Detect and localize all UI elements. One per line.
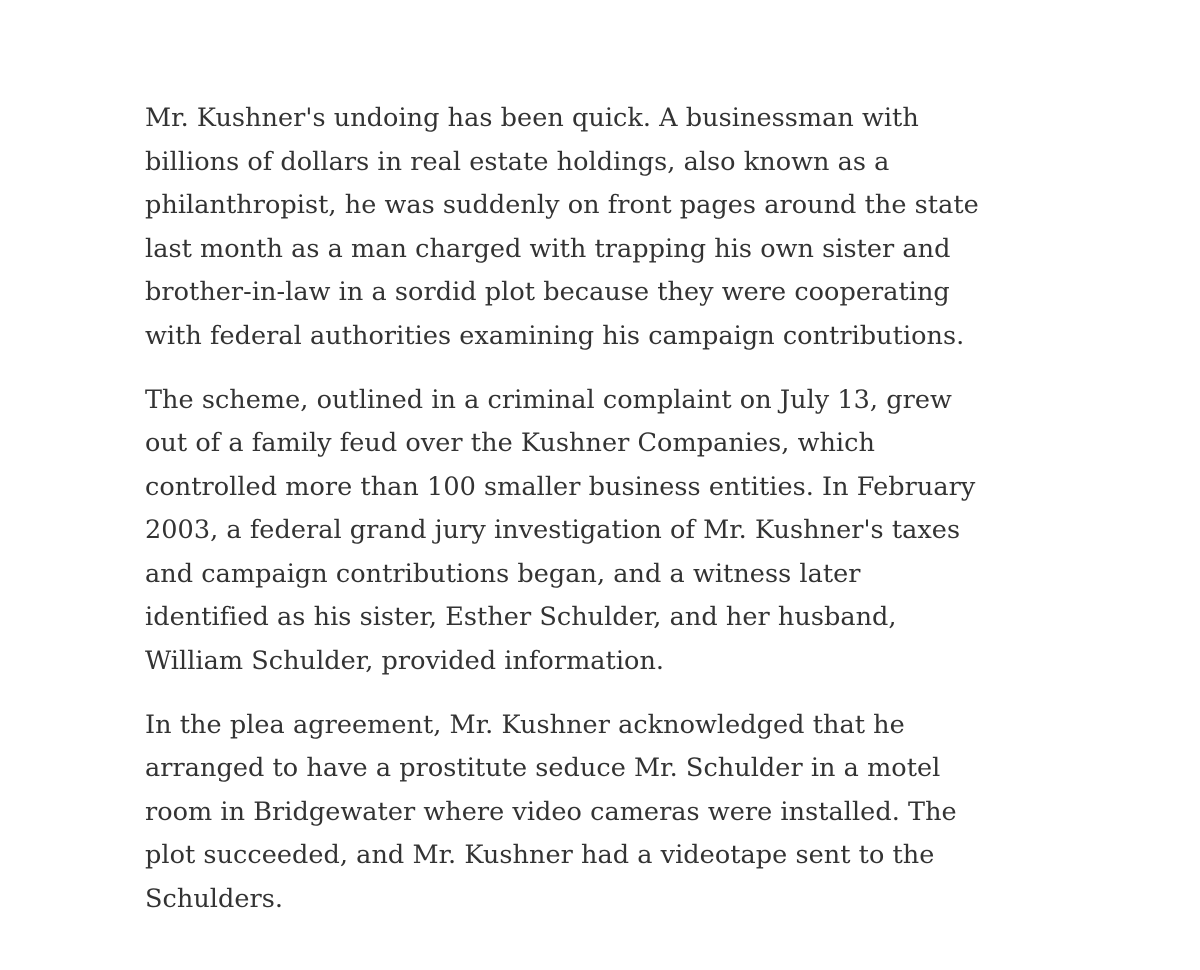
- text-line: 2003, a federal grand jury investigation of Mr. Kushner's taxes: [145, 515, 961, 545]
- text-line: In the plea agreement, Mr. Kushner acknowledged that he: [145, 709, 905, 740]
- text-line: with federal authorities examining his campaign contributions.: [145, 320, 965, 351]
- text-line: brother-in-law in a sordid plot because they were cooperating: [145, 277, 950, 307]
- text-line: The scheme, outlined in a criminal complaint on July 13, grew: [145, 384, 952, 415]
- text-line: Schulders.: [145, 883, 284, 914]
- text-line: room in Bridgewater where video cameras were installed. The: [145, 796, 957, 827]
- paragraph-2: [145, 379, 1045, 684]
- text-line: philanthropist, he was suddenly on front pages around the state: [145, 190, 979, 220]
- text-line: out of a family feud over the Kushner Companies, which: [145, 428, 875, 458]
- text-line: identified as his sister, Esther Schulder, and her husband,: [145, 602, 897, 632]
- text-line: Mr. Kushner's undoing has been quick. A businessman with: [145, 103, 919, 133]
- paragraph-3: [145, 704, 1045, 922]
- text-line: billions of dollars in real estate holdings, also known as a: [145, 146, 890, 177]
- text-line: controlled more than 100 smaller business entities. In February: [145, 471, 976, 502]
- text-line: arranged to have a prostitute seduce Mr. Schulder in a motel: [145, 753, 941, 783]
- text-line: last month as a man charged with trapping his own sister and: [145, 233, 951, 264]
- paragraph-1: [145, 97, 1045, 358]
- text-line: William Schulder, provided information.: [145, 645, 665, 676]
- text-line: and campaign contributions began, and a witness later: [145, 558, 861, 589]
- text-line: plot succeeded, and Mr. Kushner had a videotape sent to the: [145, 840, 935, 870]
- article-body: [145, 97, 1045, 942]
